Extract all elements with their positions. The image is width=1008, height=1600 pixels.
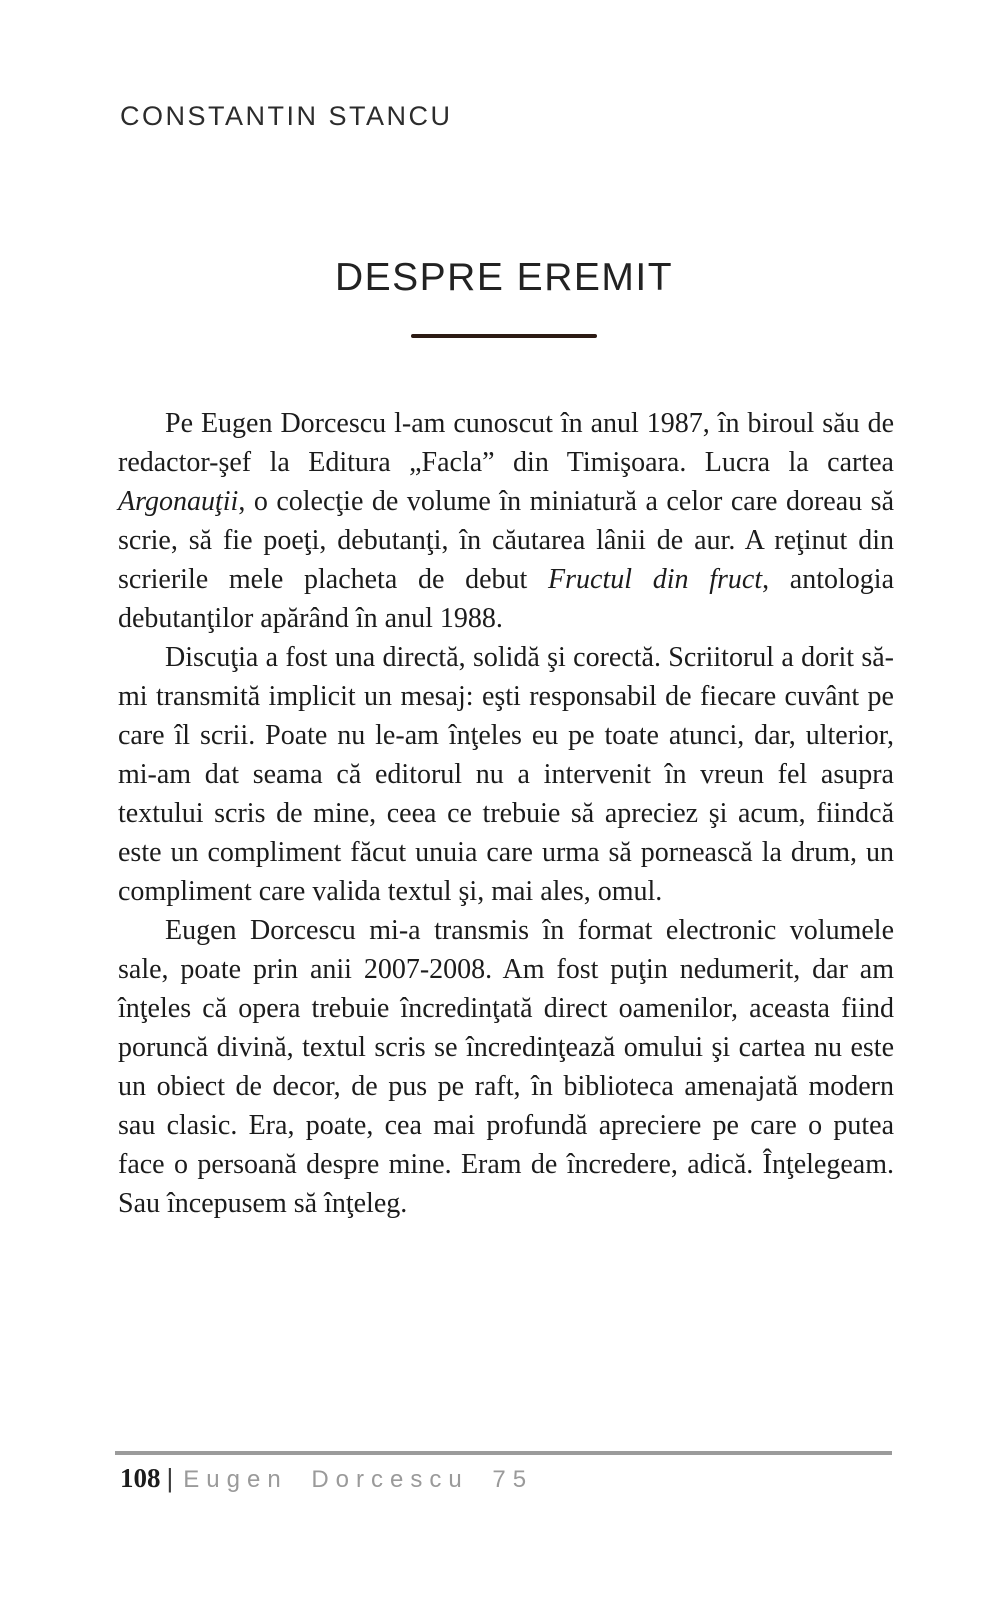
page-footer — [120, 1463, 533, 1494]
body-text — [118, 404, 894, 1223]
running-header-author: CONSTANTIN STANCU — [120, 101, 453, 131]
page-number: 108 — [120, 1463, 161, 1493]
title-divider-rule — [411, 334, 597, 338]
chapter-title: DESPRE EREMIT — [334, 256, 674, 299]
paragraph-2: Discuţia a fost una directă, solidă şi corectă. Scriitorul a dorit să-mi transmită implicit un mesaj: eşti responsabil de fiecare cuvânt pe care îl scrii. Poate nu le-am înţeles eu pe toate atunci, dar, ulterior, mi-am dat seama că editorul nu a intervenit în vreun fel asupra textului scris de mine, ceea ce trebuie să apreciez şi acum, fiindcă este un compliment făcut unuia care urma să pornească la drum, un compliment care valida textul şi, mai ales, omul. — [118, 642, 894, 907]
title-block — [115, 256, 893, 338]
paragraph-1: Pe Eugen Dorcescu l-am cunoscut în anul 1987, în biroul său de redactor-şef la Editura „Facla” din Timişoara. Lucra la cartea Argonauţii, o colecţie de volume în miniatură a celor care doreau să scrie, să fie poeţi, debutanţi, în căutarea lânii de aur. A reţinut din scrierile mele placheta de debut Fructul din fruct, antologia debutanţilor apărând în anul 1988. — [118, 408, 894, 634]
footer-book-title: Eugen Dorcescu 75 — [183, 1466, 534, 1493]
paragraph-3: Eugen Dorcescu mi-a transmis în format electronic volumele sale, poate prin anii 2007-2008. Am fost puţin nedumerit, dar am înţeles că opera trebuie încredinţată direct oamenilor, aceasta fiind poruncă divină, textul scris se încredinţează omului şi cartea nu este un obiect de decor, de pus pe raft, în biblioteca amenajată modern sau clasic. Era, poate, cea mai profundă apreciere pe care o putea face o persoană despre mine. Eram de încredere, adică. Înţelegeam. Sau începusem să înţeleg. — [118, 915, 894, 1219]
footer-separator: | — [166, 1463, 174, 1493]
footer-divider-rule — [115, 1451, 892, 1455]
